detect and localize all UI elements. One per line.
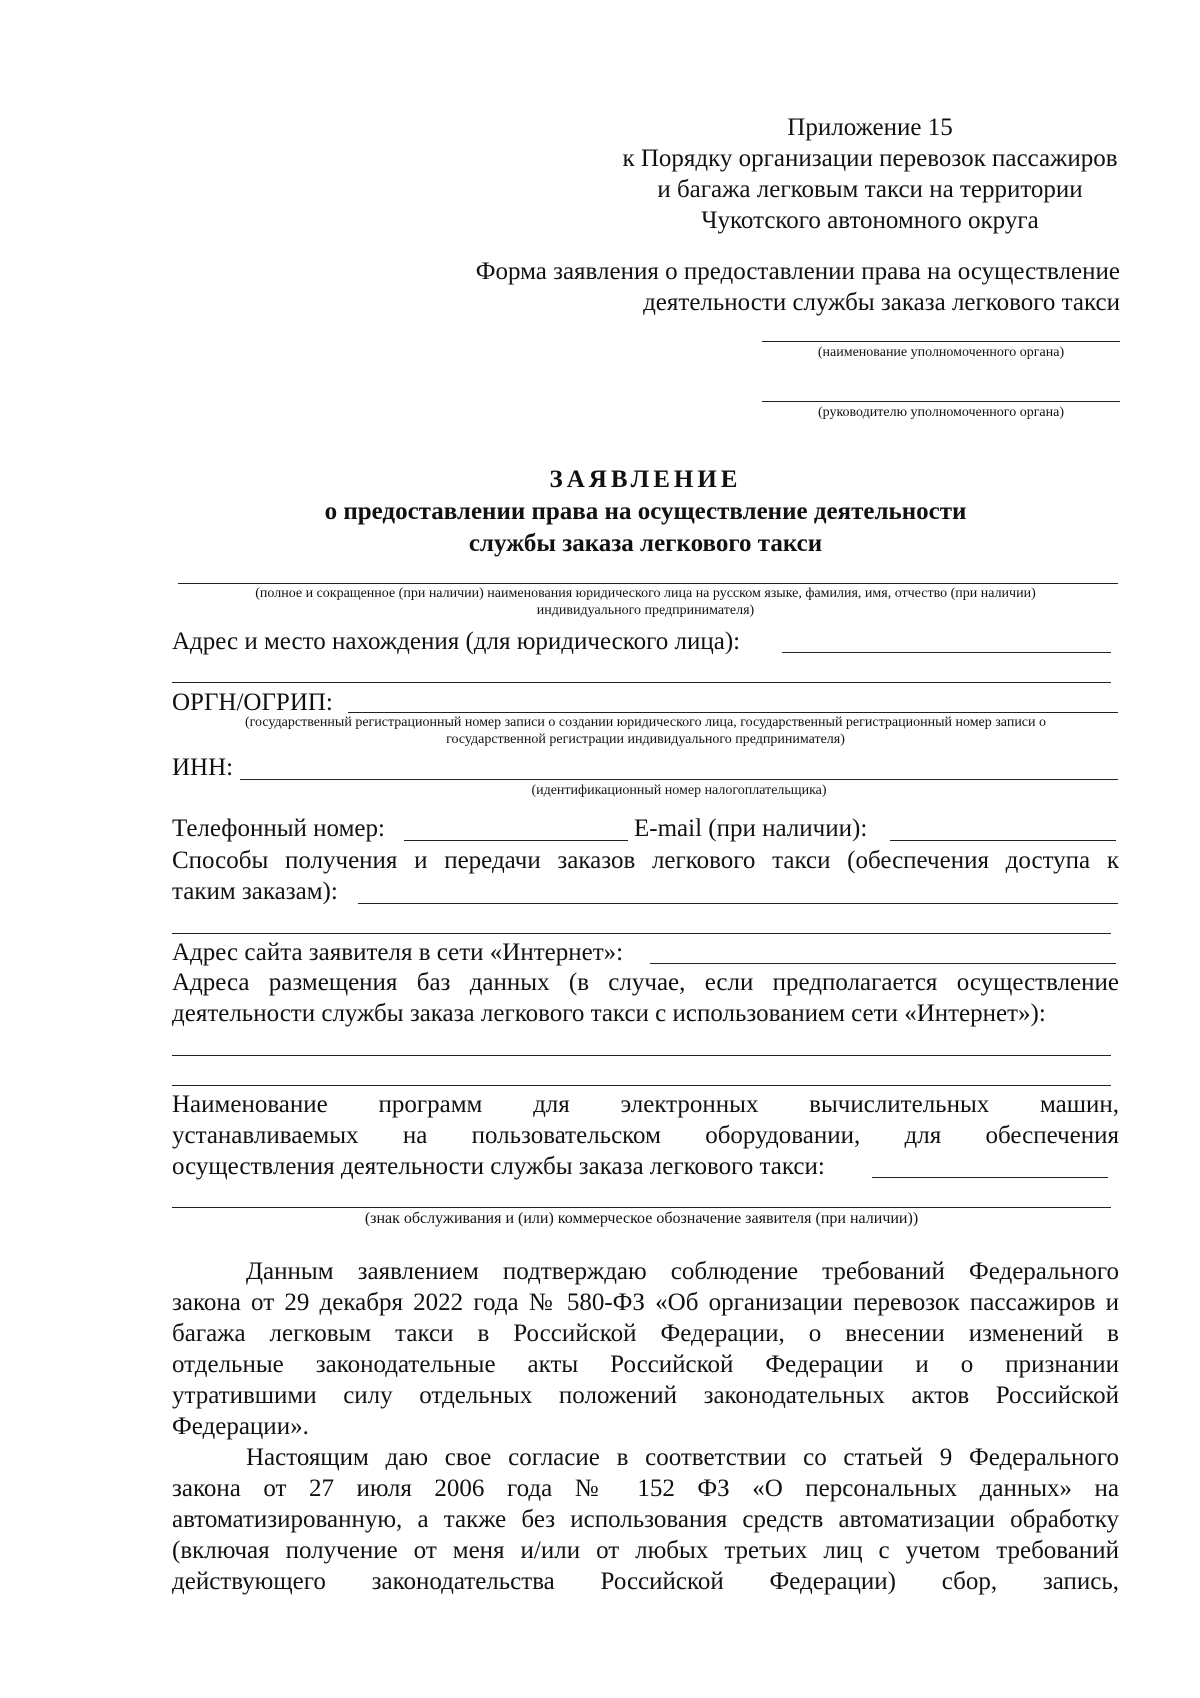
statement-title-sub: службы заказа легкового такси xyxy=(468,530,823,557)
paragraph-line: закона от 27 июля 2006 года № 152 ФЗ «О персональных данных» на xyxy=(172,1475,1119,1502)
database-label: Адреса размещения баз данных (в случае, если предполагается осуществление xyxy=(172,969,1119,996)
confirmation-paragraph xyxy=(172,1256,1119,1442)
order-methods-label: Способы получения и передачи заказов легкового такси (обеспечения доступа к xyxy=(172,847,1119,874)
appendix-line: и багажа легковым такси на территории xyxy=(657,176,1083,203)
statement-title-sub: о предоставлении права на осуществление деятельности xyxy=(324,498,967,525)
software-label-cont: устанавливаемых на пользовательском оборудовании, для обеспечения xyxy=(172,1122,1119,1149)
paragraph-line: отдельные законодательные акты Российской Федерации и о признании xyxy=(172,1351,1119,1378)
ogrn-caption-line: государственной регистрации индивидуального предпринимателя) xyxy=(446,732,845,747)
ogrn-label: ОРГН/ОГРИП: xyxy=(172,689,333,716)
website-label: Адрес сайта заявителя в сети «Интернет»: xyxy=(172,939,624,966)
address-field-continued[interactable] xyxy=(172,682,1111,683)
authority-head-caption: (руководителю уполномоченного органа) xyxy=(817,405,1065,420)
appendix-block xyxy=(620,112,1120,236)
paragraph-line: утратившими силу отдельных положений законодательных актов Российской xyxy=(172,1382,1119,1409)
paragraph-line: автоматизированную, а также без использования средств автоматизации обработку xyxy=(172,1506,1119,1533)
trademark-caption-text: (знак обслуживания и (или) коммерческое обозначение заявителя (при наличии)) xyxy=(364,1210,919,1227)
paragraph-line: закона от 29 декабря 2022 года № 580-ФЗ «Об организации перевозок пассажиров и xyxy=(172,1289,1119,1316)
consent-paragraph xyxy=(172,1442,1119,1597)
applicant-name-field[interactable] xyxy=(178,583,1118,584)
paragraph-line: Настоящим даю свое согласие в соответствии со статьей 9 Федерального xyxy=(246,1444,1119,1471)
phone-label: Телефонный номер: xyxy=(172,815,385,842)
database-label-cont: деятельности службы заказа легкового такси с использованием сети «Интернет»): xyxy=(172,1000,1046,1027)
applicant-caption-line: (полное и сокращенное (при наличии) наименования юридического лица на русском языке, фамилия, имя, отчество (при наличии) xyxy=(255,586,1036,601)
trademark-caption xyxy=(172,1210,1111,1228)
form-heading-line: Форма заявления о предоставлении права на осуществление xyxy=(475,258,1120,285)
applicant-caption-line: индивидуального предпринимателя) xyxy=(536,603,755,618)
email-label: E-mail (при наличии): xyxy=(634,815,868,842)
ogrn-caption xyxy=(172,714,1119,748)
ogrn-caption-line: (государственный регистрационный номер записи о создании юридического лица, государственный регистрационный номер записи о xyxy=(244,715,1047,730)
paragraph-line: багажа легковым такси в Российской Федерации, о внесении изменений в xyxy=(172,1320,1119,1347)
ogrn-field[interactable] xyxy=(348,712,1118,713)
email-field[interactable] xyxy=(890,840,1116,841)
appendix-number: Приложение 15 xyxy=(787,114,953,141)
paragraph-line: Федерации». xyxy=(172,1413,309,1440)
address-field[interactable] xyxy=(782,652,1111,653)
authority-head-field[interactable] xyxy=(762,401,1120,402)
authority-name-field[interactable] xyxy=(762,341,1120,342)
appendix-line: Чукотского автономного округа xyxy=(701,207,1039,234)
appendix-line: к Порядку организации перевозок пассажиров xyxy=(622,145,1118,172)
database-field[interactable] xyxy=(172,1055,1111,1056)
paragraph-line: Данным заявлением подтверждаю соблюдение требований Федерального xyxy=(246,1258,1119,1285)
order-methods-label-cont: таким заказам): xyxy=(172,878,338,905)
trademark-field[interactable] xyxy=(172,1207,1111,1208)
software-label: Наименование программ для электронных вычислительных машин, xyxy=(172,1091,1119,1118)
form-heading xyxy=(476,256,1120,318)
inn-field[interactable] xyxy=(240,779,1118,780)
software-label-cont: осуществления деятельности службы заказа легкового такси: xyxy=(172,1153,825,1180)
paragraph-line: действующего законодательства Российской Федерации) сбор, запись, xyxy=(172,1568,1119,1595)
applicant-name-caption xyxy=(172,585,1119,619)
database-field-continued[interactable] xyxy=(172,1085,1111,1086)
address-label: Адрес и место нахождения (для юридического лица): xyxy=(172,628,741,655)
software-field[interactable] xyxy=(872,1177,1108,1178)
form-heading-line: деятельности службы заказа легкового такси xyxy=(643,289,1120,316)
inn-caption: (идентификационный номер налогоплательщика) xyxy=(531,783,827,798)
order-methods-field-continued[interactable] xyxy=(172,933,1111,934)
statement-title xyxy=(172,464,1119,560)
statement-title-main: ЗАЯВЛЕНИЕ xyxy=(549,466,742,493)
authority-name-caption: (наименование уполномоченного органа) xyxy=(817,345,1065,360)
website-field[interactable] xyxy=(650,963,1116,964)
order-methods-field[interactable] xyxy=(358,903,1118,904)
paragraph-line: (включая получение от меня и/или от любых третьих лиц с учетом требований xyxy=(172,1537,1119,1564)
phone-field[interactable] xyxy=(404,840,628,841)
inn-label: ИНН: xyxy=(172,754,234,781)
